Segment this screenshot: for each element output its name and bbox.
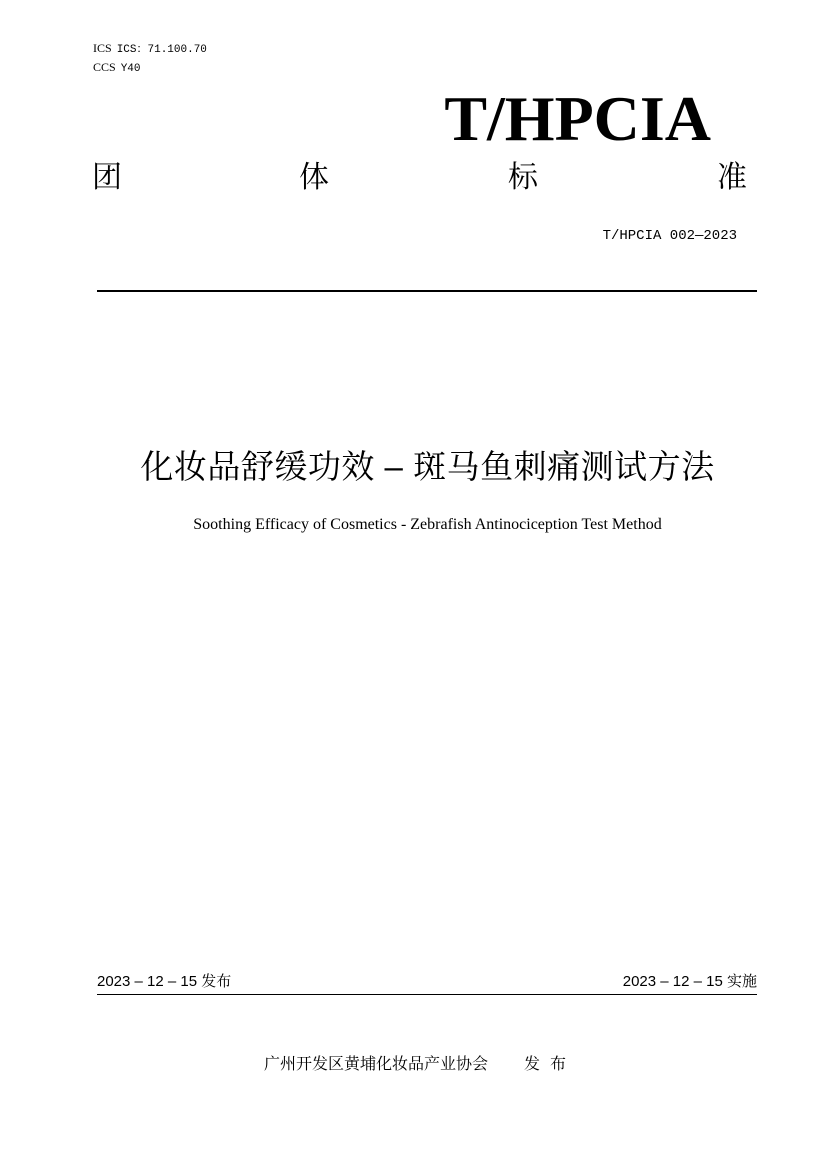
standard-type-char: 标: [508, 161, 538, 194]
ics-label: ICS: [93, 41, 112, 55]
publish-date: 2023 – 12 – 15 发布: [97, 973, 232, 990]
publisher-name: 广州开发区黄埔化妆品产业协会: [263, 1056, 488, 1073]
header-divider: [97, 290, 757, 292]
publish-label-char: 布: [550, 1056, 567, 1073]
publisher-line: [0, 1055, 815, 1075]
ccs-value: Y40: [120, 63, 141, 75]
document-number: T/HPCIA 002—2023: [602, 228, 737, 244]
implement-date: 2023 – 12 – 15 实施: [622, 973, 757, 990]
standard-type-char: 准: [717, 161, 747, 194]
ics-code: [93, 41, 207, 57]
ccs-code: [93, 60, 141, 76]
standard-type-char: 体: [299, 161, 329, 194]
standard-type-char: 团: [92, 161, 122, 194]
document-title-english: Soothing Efficacy of Cosmetics - Zebrafish Antinociception Test Method: [193, 516, 662, 533]
ccs-label: CCS: [93, 60, 116, 74]
standard-brand-logo: T/HPCIA: [444, 83, 711, 154]
publish-label-char: 发: [523, 1056, 540, 1073]
date-divider: [97, 994, 757, 995]
document-title-chinese: 化妆品舒缓功效 – 斑马鱼刺痛测试方法: [140, 448, 715, 485]
ics-value: ICS：71.100.70: [116, 44, 207, 56]
